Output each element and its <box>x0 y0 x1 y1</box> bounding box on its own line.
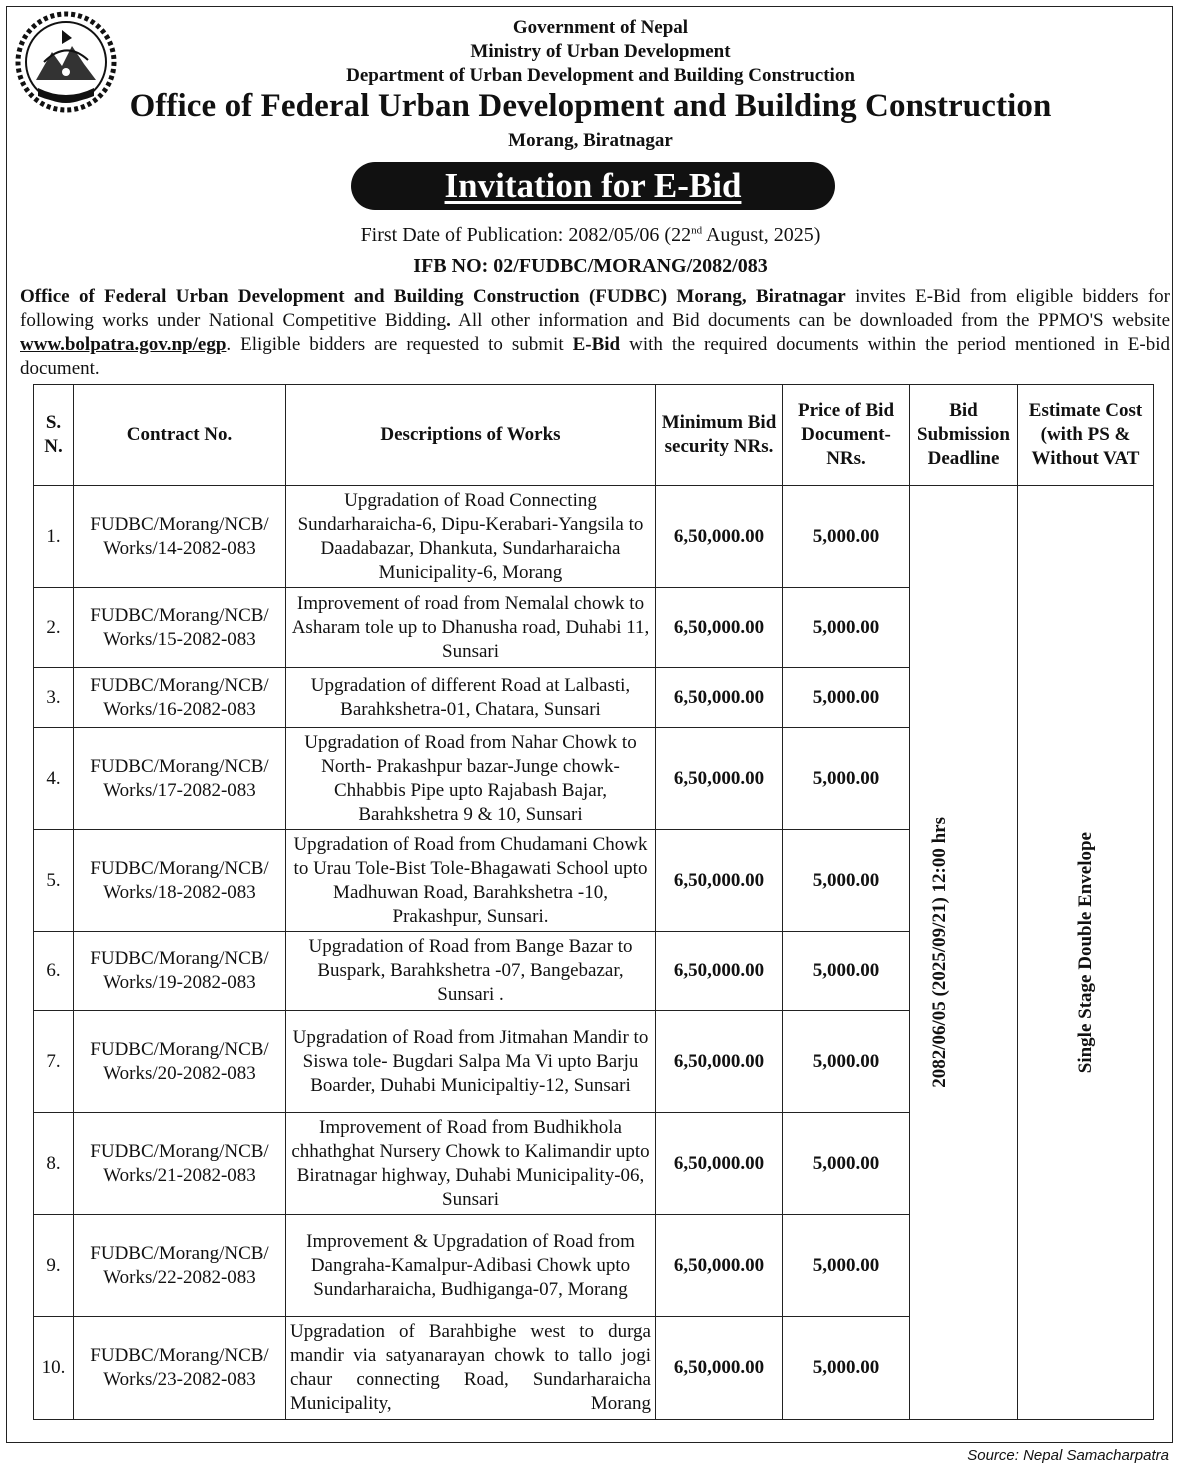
row-contract <box>74 588 286 668</box>
row-price: 5,000.00 <box>783 1215 910 1317</box>
intro-office: Office of Federal Urban Development and Building Construction (FUDBC) Morang, Biratnagar <box>20 286 846 307</box>
row-contract-line-1: FUDBC/Morang/NCB/ <box>90 604 269 626</box>
row-contract-line-2: Works/22-2082-083 <box>103 1266 256 1288</box>
row-contract-line-1: FUDBC/Morang/NCB/ <box>90 1242 269 1264</box>
row-contract <box>74 1011 286 1113</box>
row-price: 5,000.00 <box>783 588 910 668</box>
table-header-row <box>34 385 1154 486</box>
intro-text-4: with the required documents within the period mentioned in E-bid document. <box>20 334 1170 379</box>
publication-prefix: First Date of Publication: 2082/05/06 (22 <box>360 224 692 246</box>
intro-ebid: E-Bid <box>572 334 621 355</box>
row-contract-line-1: FUDBC/Morang/NCB/ <box>90 1345 269 1366</box>
publication-date <box>0 224 1181 247</box>
row-contract <box>74 668 286 728</box>
row-security: 6,50,000.00 <box>656 486 783 588</box>
row-sn: 10. <box>34 1317 74 1420</box>
department-line: Department of Urban Development and Building Construction <box>346 65 855 86</box>
intro-dot: . <box>446 310 451 331</box>
row-sn: 6. <box>34 932 74 1011</box>
row-security: 6,50,000.00 <box>656 1113 783 1215</box>
row-description: Upgradation of Road Connecting Sundarharaicha-6, Dipu-Kerabari-Yangsila to Daadabazar, Dhankuta, Sundarharaicha Municipality-6, Morang <box>286 486 656 588</box>
notice-title: Invitation for E-Bid <box>444 166 742 205</box>
row-description: Upgradation of different Road at Lalbasti, Barahkshetra-01, Chatara, Sunsari <box>286 668 656 728</box>
row-contract <box>74 1113 286 1215</box>
publication-sup: nd <box>691 224 703 237</box>
row-sn: 5. <box>34 830 74 932</box>
header-price: Price of Bid Document- NRs. <box>783 385 910 486</box>
row-contract-line-1: FUDBC/Morang/NCB/ <box>90 1140 269 1162</box>
row-sn: 4. <box>34 728 74 830</box>
row-security: 6,50,000.00 <box>656 1317 783 1420</box>
row-contract <box>74 1215 286 1317</box>
intro-paragraph <box>20 285 1170 381</box>
row-contract-line-2: Works/15-2082-083 <box>103 628 256 650</box>
row-price: 5,000.00 <box>783 728 910 830</box>
row-contract-line-1: FUDBC/Morang/NCB/ <box>90 948 269 969</box>
header-security: Minimum Bid security NRs. <box>656 385 783 486</box>
header-estimate: Estimate Cost (with PS & Without VAT <box>1018 385 1154 486</box>
row-contract-line-2: Works/16-2082-083 <box>103 698 256 720</box>
deadline-cell <box>910 486 1018 1420</box>
row-price: 5,000.00 <box>783 486 910 588</box>
header-sn: S. N. <box>34 385 74 486</box>
deadline-value: 2082/06/05 (2025/09/21) 12:00 hrs <box>928 817 950 1088</box>
row-contract <box>74 728 286 830</box>
row-sn: 7. <box>34 1011 74 1113</box>
row-security: 6,50,000.00 <box>656 668 783 728</box>
row-contract-line-1: FUDBC/Morang/NCB/ <box>90 674 269 696</box>
ministry-line: Ministry of Urban Development <box>470 41 731 62</box>
row-price: 5,000.00 <box>783 1011 910 1113</box>
row-description: Improvement of Road from Budhikhola chhathghat Nursery Chowk to Kalimandir upto Biratnagar highway, Duhabi Municipality-06, Sunsari <box>286 1113 656 1215</box>
source-credit: Source: Nepal Samacharpatra <box>967 1447 1169 1464</box>
row-description: Improvement & Upgradation of Road from Dangraha-Kamalpur-Adibasi Chowk upto Sundarharaicha, Budhiganga-07, Morang <box>286 1215 656 1317</box>
row-contract <box>74 1317 286 1420</box>
row-contract-line-2: Works/20-2082-083 <box>103 1062 256 1084</box>
row-description: Improvement of road from Nemalal chowk to Asharam tole up to Dhanusha road, Duhabi 11, Sunsari <box>286 588 656 668</box>
estimate-cell <box>1018 486 1154 1420</box>
office-location: Morang, Biratnagar <box>508 130 673 151</box>
row-contract <box>74 486 286 588</box>
row-contract-line-1: FUDBC/Morang/NCB/ <box>90 513 269 535</box>
row-contract-line-2: Works/14-2082-083 <box>103 537 256 559</box>
website-link[interactable]: www.bolpatra.gov.np/egp <box>20 334 227 355</box>
row-contract-line-1: FUDBC/Morang/NCB/ <box>90 857 269 879</box>
intro-text-1: invites E-Bid from eligible bidders for following works under National Competitive Bidding <box>20 286 1170 331</box>
ifb-number: IFB NO: 02/FUDBC/MORANG/2082/083 <box>413 255 768 277</box>
header-contract: Contract No. <box>74 385 286 486</box>
row-price: 5,000.00 <box>783 932 910 1011</box>
row-contract <box>74 830 286 932</box>
government-line: Government of Nepal <box>512 17 689 38</box>
row-price: 5,000.00 <box>783 1317 910 1420</box>
row-security: 6,50,000.00 <box>656 728 783 830</box>
table-row <box>34 486 1154 588</box>
row-security: 6,50,000.00 <box>656 830 783 932</box>
row-sn: 9. <box>34 1215 74 1317</box>
bids-table <box>33 384 1154 1420</box>
row-security: 6,50,000.00 <box>656 1215 783 1317</box>
row-sn: 3. <box>34 668 74 728</box>
row-price: 5,000.00 <box>783 830 910 932</box>
estimate-value: Single Stage Double Envelope <box>1074 831 1096 1074</box>
row-sn: 8. <box>34 1113 74 1215</box>
row-contract-line-2: Works/21-2082-083 <box>103 1164 256 1186</box>
office-title: Office of Federal Urban Development and Building Construction <box>129 88 1052 124</box>
row-contract-line-1: FUDBC/Morang/NCB/ <box>90 755 269 777</box>
row-security: 6,50,000.00 <box>656 932 783 1011</box>
intro-text-2: All other information and Bid documents can be downloaded from the PPMO'S website <box>450 310 1171 331</box>
header-deadline: Bid Submission Deadline <box>910 385 1018 486</box>
row-contract-line-1: FUDBC/Morang/NCB/ <box>90 1038 269 1060</box>
row-contract-line-2: Works/19-2082-083 <box>103 972 256 993</box>
row-contract-line-2: Works/17-2082-083 <box>103 779 256 801</box>
row-sn: 2. <box>34 588 74 668</box>
row-security: 6,50,000.00 <box>656 588 783 668</box>
row-description: Upgradation of Road from Nahar Chowk to North- Prakashpur bazar-Junge chowk-Chhabbis Pipe upto Rajabash Bajar, Barahkshetra 9 & 10, Sunsari <box>286 728 656 830</box>
notice-title-banner <box>351 162 835 210</box>
row-security: 6,50,000.00 <box>656 1011 783 1113</box>
publication-suffix: August, 2025) <box>702 224 821 246</box>
header-description: Descriptions of Works <box>286 385 656 486</box>
row-contract-line-2: Works/18-2082-083 <box>103 881 256 903</box>
row-price: 5,000.00 <box>783 668 910 728</box>
row-price: 5,000.00 <box>783 1113 910 1215</box>
row-description: Upgradation of Barahbighe west to durga mandir via satyanarayan chowk to tallo jogi chaur connecting Road, Sundarharaicha Municipality, Morang <box>286 1317 656 1420</box>
row-description: Upgradation of Road from Bange Bazar to Buspark, Barahkshetra -07, Bangebazar, Sunsari . <box>286 932 656 1011</box>
row-description: Upgradation of Road from Jitmahan Mandir to Siswa tole- Bugdari Salpa Ma Vi upto Barju Boarder, Duhabi Municipaltiy-12, Sunsari <box>286 1011 656 1113</box>
row-contract-line-2: Works/23-2082-083 <box>103 1369 256 1390</box>
intro-text-3: . Eligible bidders are requested to submit <box>226 334 573 355</box>
row-description: Upgradation of Road from Chudamani Chowk to Urau Tole-Bist Tole-Bhagawati School upto Madhuwan Road, Barahkshetra -10, Prakashpur, Sunsari. <box>286 830 656 932</box>
row-contract <box>74 932 286 1011</box>
row-sn: 1. <box>34 486 74 588</box>
